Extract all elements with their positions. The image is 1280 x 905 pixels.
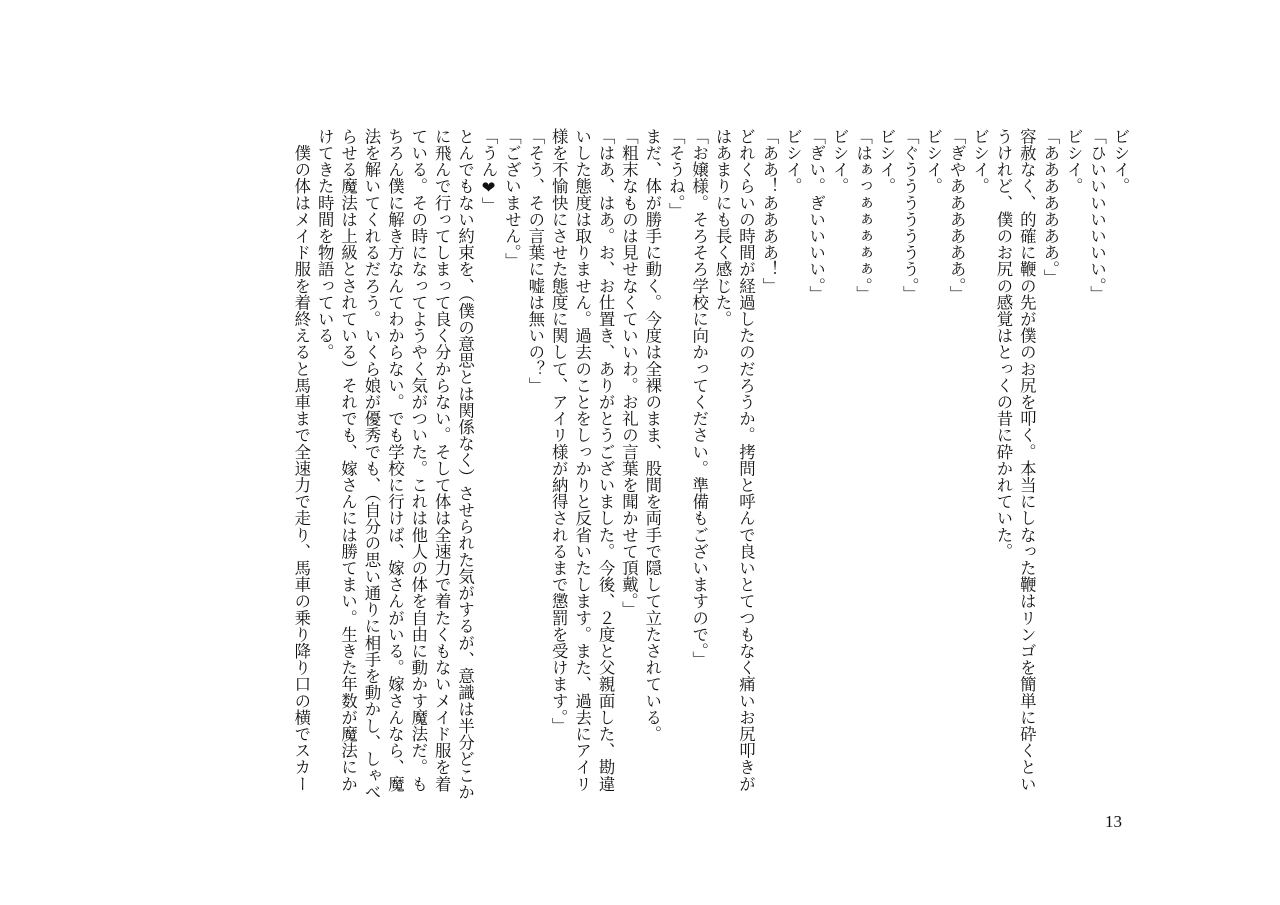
text-line: ビシイ。	[783, 128, 803, 195]
text-line: けてきた時間を物語っている。	[315, 128, 335, 361]
text-line: ビシイ。	[876, 128, 896, 195]
text-line: 「ぎやああああああ。」	[947, 128, 967, 303]
text-line: 「ああ！ああああ！」	[759, 128, 779, 294]
text-line: ビシイ。	[1064, 128, 1084, 195]
text-line: 「お嬢様。そろそろ学校に向かってください。準備もございますので。」	[689, 128, 709, 668]
text-line: 「粗末なものは見せなくていいわ。お礼の言葉を聞かせて頂戴。」	[619, 128, 639, 618]
text-line: 僕の体はメイド服を着終えると馬車まで全速力で走り、馬車の乗り降り口の横でスカー	[291, 128, 311, 792]
text-line: はあまりにも長く感じた。	[713, 128, 733, 328]
text-line: ちろん僕に解き方なんてわからない。でも学校に行けば、嫁さんがいる。嫁さんなら、魔	[385, 128, 405, 792]
text-line: らせる魔法は上級とされている）それでも、嫁さんには勝てまい。生きた年数が魔法にか	[338, 128, 358, 792]
text-line: 「はあ、はあ。お、お仕置き、ありがとうございました。今後、２度と父親面した、勘違	[596, 128, 616, 792]
text-line: ビシイ。	[970, 128, 990, 195]
text-line: どれくらいの時間が経過したのだろうか。拷問と呼んで良いとてつもなく痛いお尻叩きが	[736, 128, 756, 792]
text-line: ビシイ。	[830, 128, 850, 195]
text-line: 「ひいいいいいいい。」	[1087, 128, 1107, 303]
text-line: 「はぁっぁぁぁぁぁ。」	[853, 128, 873, 303]
text-line: いした態度は取りません。過去のことをしっかりと反省いたします。また、過去にアイリ	[572, 128, 592, 792]
text-line: うけれど、僕のお尻の感覚はとっくの昔に砕かれていた。	[993, 128, 1013, 560]
text-line: 「ぐううううううう。」	[900, 128, 920, 303]
text-line: に飛んで行ってしまって良く分からない。そして体は全速力で着たくもないメイド服を着	[432, 128, 452, 792]
text-line: 「ぎい。ぎいいいい。」	[806, 128, 826, 303]
vertical-text-body	[289, 128, 1132, 801]
text-line: とんでもない約束を、（僕の意思とは関係なく）させられた気がするが、意識は半分どこか	[455, 128, 475, 801]
text-line: 「そうね。」	[666, 128, 686, 220]
text-line: ている。その時になってようやく気がついた。これは他人の体を自由に動かす魔法だ。も	[408, 128, 428, 792]
text-line: ビシイ。	[923, 128, 943, 195]
text-line: 法を解いてくれるだろう。いくら娘が優秀でも、（自分の思い通りに相手を動かし、しゃべ	[362, 128, 381, 801]
text-line: 「そう、その言葉に嘘は無いの？」	[525, 128, 545, 394]
text-line: 「ございません。」	[502, 128, 522, 270]
text-line: 様を不愉快にさせた態度に関して、アイリ様が納得されるまで懲罰を受けます。」	[549, 128, 569, 734]
page-number: 13	[1105, 812, 1122, 831]
text-line: 容赦なく、的確に鞭の先が僕のお尻を叩く。本当にしなった鞭はリンゴを簡単に砕くとい	[1017, 128, 1037, 792]
text-line: 「あああああああ。」	[1040, 128, 1060, 286]
text-line: 「うん❤」	[479, 128, 499, 214]
text-line: まだ、体が勝手に動く。今度は全裸のまま、股間を両手で隠して立たされている。	[642, 128, 662, 743]
text-line: ビシイ。	[1111, 128, 1130, 195]
